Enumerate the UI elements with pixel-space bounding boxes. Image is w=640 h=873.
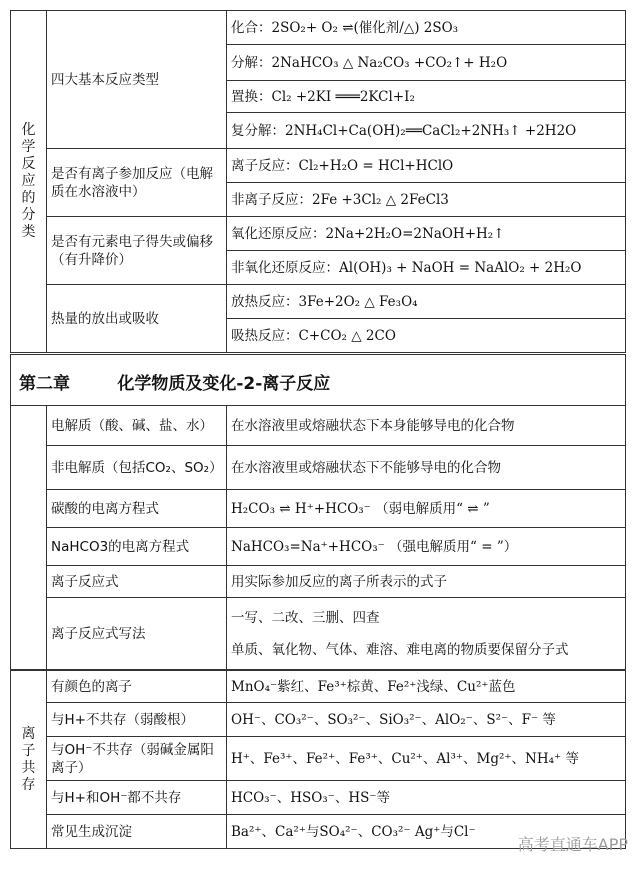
formula-label: 放热反应： — [231, 293, 299, 310]
category-cell: 是否有元素电子得失或偏移（有升降价） — [47, 217, 227, 285]
content-cell: MnO₄⁻紫红、Fe³⁺棕黄、Fe²⁺浅绿、Cu²⁺蓝色 — [227, 671, 626, 703]
content-cell: 用实际参加反应的离子所表示的式子 — [227, 566, 626, 598]
side-label-text: 离子共存 — [21, 725, 36, 793]
formula-text: 2NH₄Cl+Ca(OH)₂══CaCl₂+2NH₃↑ +2H2O — [285, 122, 577, 139]
content-cell: 在水溶液里或熔融状态下不能够导电的化合物 — [227, 446, 626, 490]
formula-label: 分解： — [231, 54, 272, 71]
side-label-coexistence — [11, 671, 47, 849]
formula-label: 非氧化还原反应： — [231, 259, 339, 276]
category-cell: 与H+不共存（弱酸根） — [47, 703, 227, 737]
formula-cell — [227, 251, 626, 285]
formula-label: 置换： — [231, 88, 272, 105]
formula-label: 氧化还原反应： — [231, 225, 326, 242]
formula-text: 2NaHCO₃ △ Na₂CO₃ +CO₂↑+ H₂O — [271, 54, 508, 71]
formula-label: 非离子反应： — [231, 191, 312, 208]
formula-text: 3Fe+2O₂ △ Fe₃O₄ — [298, 293, 418, 310]
category-cell: 碳酸的电离方程式 — [47, 490, 227, 528]
formula-cell — [227, 217, 626, 251]
category-cell: 与H+和OH⁻都不共存 — [47, 781, 227, 815]
content-cell: NaHCO₃=Na⁺+HCO₃⁻ （强电解质用“ = ”） — [227, 528, 626, 566]
formula-label: 吸热反应： — [231, 327, 299, 344]
formula-text: 2Fe +3Cl₂ △ 2FeCl3 — [312, 191, 449, 208]
category-cell: 非电解质（包括CO₂、SO₂） — [47, 446, 227, 490]
formula-label: 复分解： — [231, 122, 285, 139]
formula-text: 2SO₂+ O₂ ⇌(催化剂/△) 2SO₃ — [271, 19, 459, 36]
reaction-classification-table — [10, 10, 626, 353]
category-cell: NaHCO3的电离方程式 — [47, 528, 227, 566]
content-cell: H⁺、Fe³⁺、Fe²⁺、Fe³⁺、Cu²⁺、Al³⁺、Mg²⁺、NH₄⁺ 等 — [227, 737, 626, 781]
formula-cell — [227, 183, 626, 217]
formula-text: Cl₂+H₂O = HCl+HClO — [298, 157, 454, 174]
ion-coexistence-table — [10, 670, 626, 849]
formula-cell — [227, 149, 626, 183]
content-line: 单质、氧化物、气体、难溶、难电离的物质要保留分子式 — [231, 641, 569, 658]
category-cell: 热量的放出或吸收 — [47, 285, 227, 353]
content-cell — [227, 598, 626, 670]
category-cell: 是否有离子参加反应（电解质在水溶液中） — [47, 149, 227, 217]
formula-cell — [227, 319, 626, 353]
content-cell: Ba²⁺、Ca²⁺与SO₄²⁻、CO₃²⁻ Ag⁺与Cl⁻ — [227, 815, 626, 849]
blank-side-cell — [11, 406, 47, 670]
formula-text: Cl₂ +2KI ═══2KCl+I₂ — [271, 88, 415, 105]
category-cell: 四大基本反应类型 — [47, 11, 227, 149]
category-cell: 与OH⁻不共存（弱碱金属阳离子） — [47, 737, 227, 781]
content-cell: H₂CO₃ ⇌ H⁺+HCO₃⁻ （弱电解质用“ ⇌ ” — [227, 490, 626, 528]
formula-cell — [227, 113, 626, 149]
formula-cell — [227, 285, 626, 319]
formula-text: C+CO₂ △ 2CO — [298, 327, 396, 344]
category-cell: 常见生成沉淀 — [47, 815, 227, 849]
side-label-reaction-classification — [11, 11, 47, 353]
content-cell: HCO₃⁻、HSO₃⁻、HS⁻等 — [227, 781, 626, 815]
category-cell: 离子反应式 — [47, 566, 227, 598]
category-cell: 有颜色的离子 — [47, 671, 227, 703]
category-cell: 离子反应式写法 — [47, 598, 227, 670]
formula-label: 化合： — [231, 19, 272, 36]
side-label-text: 化学反应的分类 — [21, 122, 36, 240]
chapter-heading — [10, 354, 626, 406]
content-cell: 在水溶液里或熔融状态下本身能够导电的化合物 — [227, 406, 626, 446]
chapter-title: 第二章 化学物质及变化-2-离子反应 — [19, 374, 331, 394]
formula-label: 离子反应： — [231, 157, 299, 174]
formula-text: Al(OH)₃ + NaOH = NaAlO₂ + 2H₂O — [339, 259, 582, 276]
content-cell: OH⁻、CO₃²⁻、SO₃²⁻、SiO₃²⁻、AlO₂⁻、S²⁻、F⁻ 等 — [227, 703, 626, 737]
formula-cell — [227, 11, 626, 45]
watermark: 高考直通车APP — [517, 835, 628, 854]
content-line: 一写、二改、三删、四查 — [231, 609, 380, 626]
formula-cell — [227, 45, 626, 81]
formula-text: 2Na+2H₂O=2NaOH+H₂↑ — [325, 225, 505, 242]
formula-cell — [227, 81, 626, 113]
category-cell: 电解质（酸、碱、盐、水） — [47, 406, 227, 446]
ionic-reaction-table — [10, 405, 626, 670]
